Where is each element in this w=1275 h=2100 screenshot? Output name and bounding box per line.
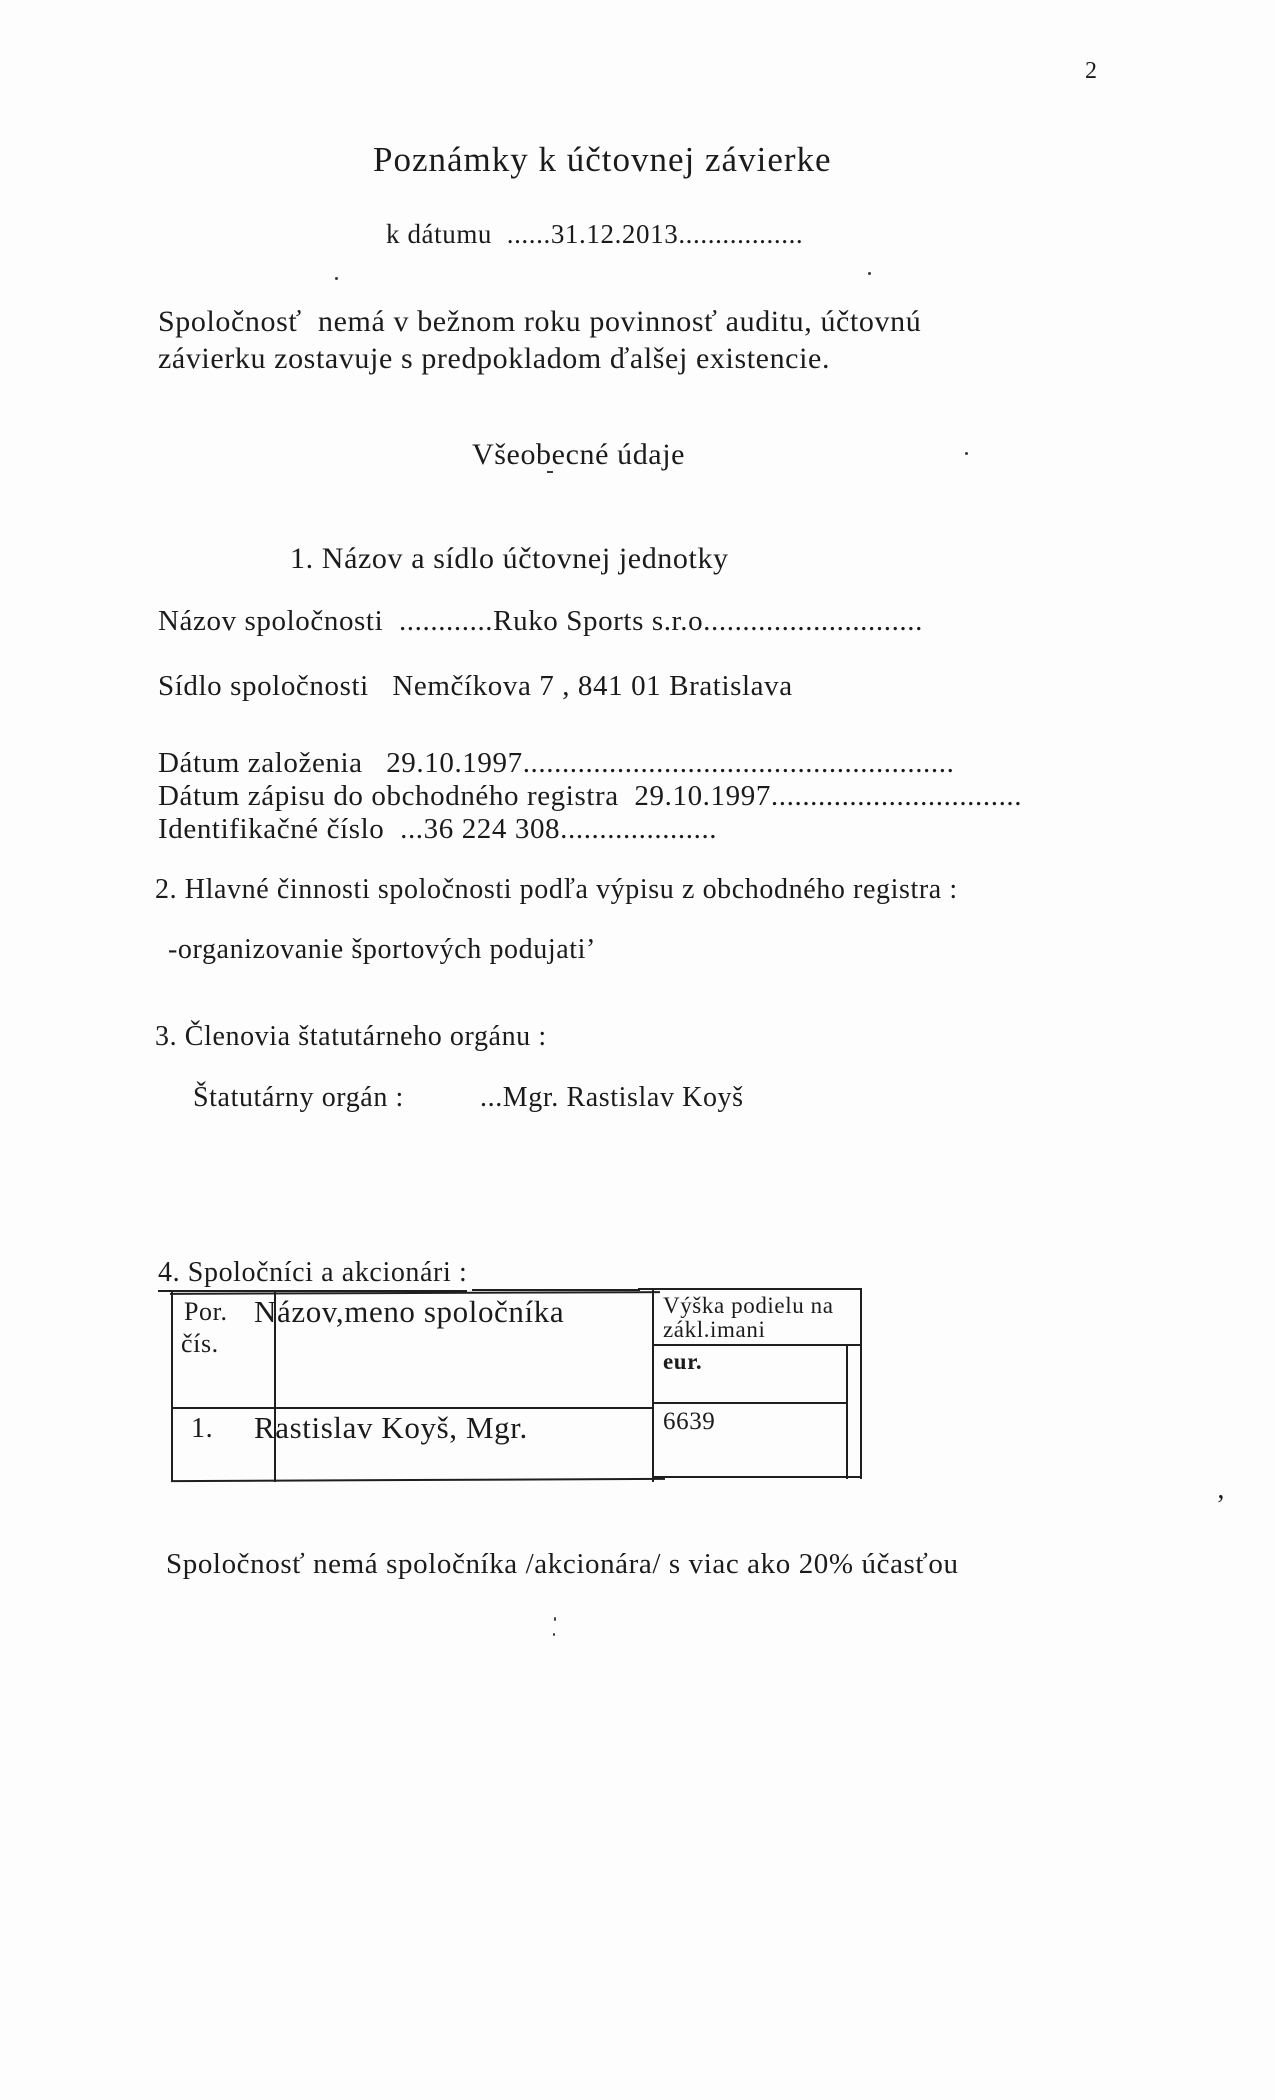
table-bottom-border-right: [652, 1476, 862, 1478]
shareholders-note: Spoločnosť nemá spoločníka /akcionára/ s viac ako 20% účasťou: [166, 1548, 959, 1580]
table-header-num-line2: čís.: [181, 1329, 219, 1358]
scan-speck: [553, 1633, 555, 1636]
general-data-heading: Všeobecné údaje: [472, 438, 686, 471]
table-row-divider-right: [652, 1402, 848, 1404]
scan-speck: [554, 1617, 556, 1621]
company-seat-line: Sídlo spoločnosti Nemčíkova 7 , 841 01 Bratislava: [158, 670, 793, 702]
section4-heading: 4. Spoločníci a akcionári :: [158, 1257, 467, 1292]
table-row-share: 6639: [663, 1408, 716, 1435]
table-row-num: 1.: [191, 1413, 214, 1444]
scan-speck: [547, 471, 553, 473]
statutory-body-label: Štatutárny orgán :: [193, 1082, 404, 1113]
section2-heading: 2. Hlavné činnosti spoločnosti podľa výpisu z obchodného registra :: [155, 874, 958, 905]
scan-speck: [965, 452, 968, 455]
table-left-border: [171, 1292, 173, 1482]
section2-activity-item: -organizovanie športových podujatiʼ: [168, 934, 596, 965]
document-title: Poznámky k účtovnej závierke: [373, 140, 832, 179]
table-header-num-line1: Por.: [184, 1297, 228, 1326]
page-number: 2: [1085, 58, 1098, 84]
table-header-name: Názov,meno spoločníka: [254, 1294, 565, 1329]
table-outer-right-border: [860, 1289, 862, 1479]
scan-speck: [868, 272, 871, 275]
table-row-divider-left: [171, 1407, 654, 1409]
company-name-line: Názov spoločnosti ............Ruko Sports s.r.o............................: [158, 605, 923, 637]
table-divider-name-share: [652, 1288, 654, 1482]
table-header-share-line2: zákl.imani: [663, 1317, 766, 1342]
founded-date-line: Dátum založenia 29.10.1997.......................................................: [158, 747, 955, 779]
section1-heading: 1. Názov a sídlo účtovnej jednotky: [290, 542, 729, 575]
scan-speck: [335, 277, 338, 280]
table-header-unit: eur.: [663, 1349, 703, 1374]
table-inner-right-border: [846, 1345, 848, 1479]
intro-line-1: Spoločnosť nemá v bežnom roku povinnosť auditu, účtovnú: [158, 305, 922, 338]
intro-line-2: závierku zostavuje s predpokladom ďalšej existencie.: [158, 342, 831, 375]
registry-date-line: Dátum zápisu do obchodného registra 29.10.1997................................: [158, 780, 1023, 812]
section3-heading: 3. Členovia štatutárneho orgánu :: [155, 1021, 547, 1052]
table-bottom-border-left: [171, 1478, 665, 1482]
scan-artifact-apostrophe: ʼ: [1216, 1490, 1226, 1521]
table-eur-top-border: [652, 1344, 862, 1346]
table-row-name: Rastislav Koyš, Mgr.: [254, 1410, 528, 1445]
statutory-body-value: ...Mgr. Rastislav Koyš: [480, 1082, 744, 1113]
date-line: k dátumu ......31.12.2013.................: [386, 219, 804, 249]
company-id-line: Identifikačné číslo ...36 224 308....................: [158, 813, 718, 845]
table-top-border-right: [638, 1288, 862, 1290]
table-header-share-line1: Výška podielu na: [663, 1293, 834, 1318]
